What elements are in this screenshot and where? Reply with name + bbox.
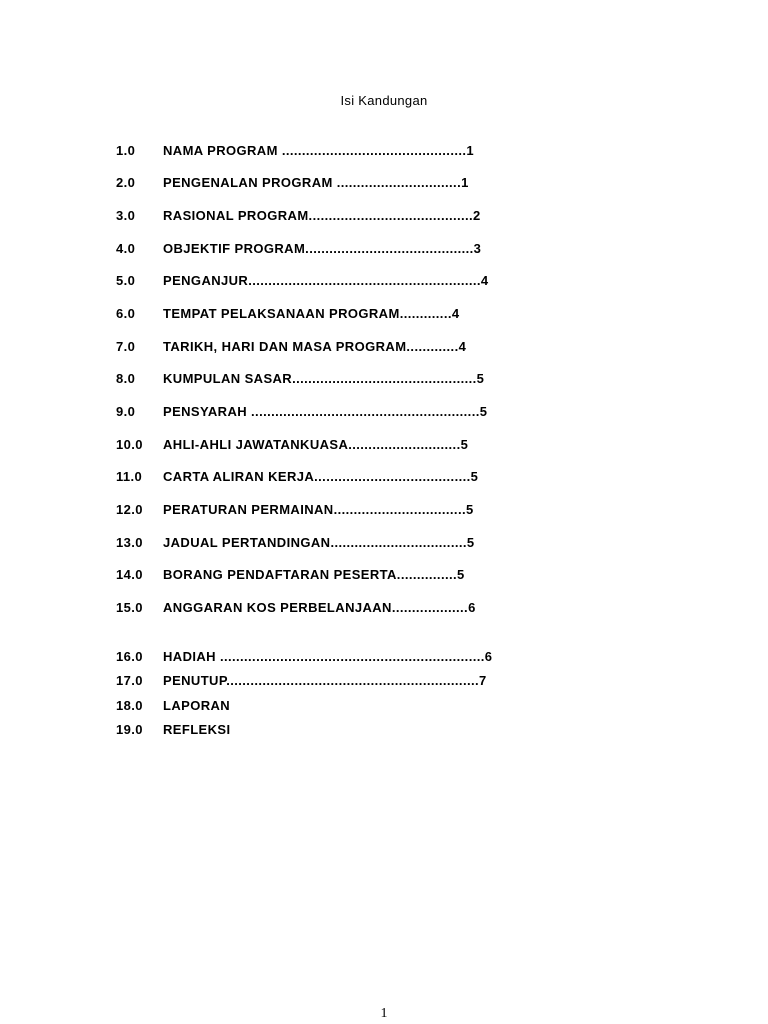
toc-entry-number: 16.0 [116,649,143,664]
toc-entry-text: PENSYARAH .........................................................5 [163,404,488,419]
toc-entry-text: PENGANJUR..........................................................4 [163,273,489,288]
toc-entry-number: 13.0 [116,535,143,550]
toc-entry-number: 9.0 [116,404,136,419]
toc-entry-text: ANGGARAN KOS PERBELANJAAN...................6 [163,600,476,615]
toc-entry-text: LAPORAN [163,698,231,713]
toc-entry-number: 17.0 [116,673,143,688]
toc-entry-text: AHLI-AHLI JAWATANKUASA............................5 [163,437,469,452]
toc-entry-text: NAMA PROGRAM ..............................................1 [163,143,474,158]
toc-entry-number: 1.0 [116,143,136,158]
toc-entry-number: 3.0 [116,208,136,223]
toc-entry-text: CARTA ALIRAN KERJA.......................................5 [163,469,479,484]
toc-entry-text: RASIONAL PROGRAM.........................................2 [163,208,481,223]
toc-entry-number: 12.0 [116,502,143,517]
toc-entry-text: HADIAH ..................................................................6 [163,649,493,664]
toc-entry-number: 14.0 [116,567,143,582]
toc-entry-text: KUMPULAN SASAR..............................................5 [163,371,485,386]
toc-entry-text: JADUAL PERTANDINGAN..................................5 [163,535,475,550]
toc-entry-number: 4.0 [116,241,136,256]
toc-entry-text: PENUTUP...............................................................7 [163,673,487,688]
toc-entry-number: 15.0 [116,600,143,615]
toc-entry-number: 18.0 [116,698,143,713]
toc-entry-text: PERATURAN PERMAINAN.................................5 [163,502,474,517]
page-title: Isi Kandungan [340,93,428,108]
toc-entry-number: 2.0 [116,175,136,190]
toc-entry-text: BORANG PENDAFTARAN PESERTA...............5 [163,567,465,582]
toc-entry-number: 5.0 [116,273,136,288]
page-number: 1 [380,1006,388,1021]
toc-entry-text: TEMPAT PELAKSANAAN PROGRAM.............4 [163,306,460,321]
toc-entry-text: OBJEKTIF PROGRAM..........................................3 [163,241,482,256]
toc-entry-number: 7.0 [116,339,136,354]
toc-entry-text: TARIKH, HARI DAN MASA PROGRAM.............4 [163,339,467,354]
toc-entry-number: 11.0 [116,469,143,484]
toc-entry-number: 19.0 [116,722,143,737]
toc-entry-text: REFLEKSI [163,722,231,737]
toc-entry-text: PENGENALAN PROGRAM ...............................1 [163,175,469,190]
toc-entry-number: 10.0 [116,437,143,452]
toc-entry-number: 6.0 [116,306,136,321]
toc-entry-number: 8.0 [116,371,136,386]
